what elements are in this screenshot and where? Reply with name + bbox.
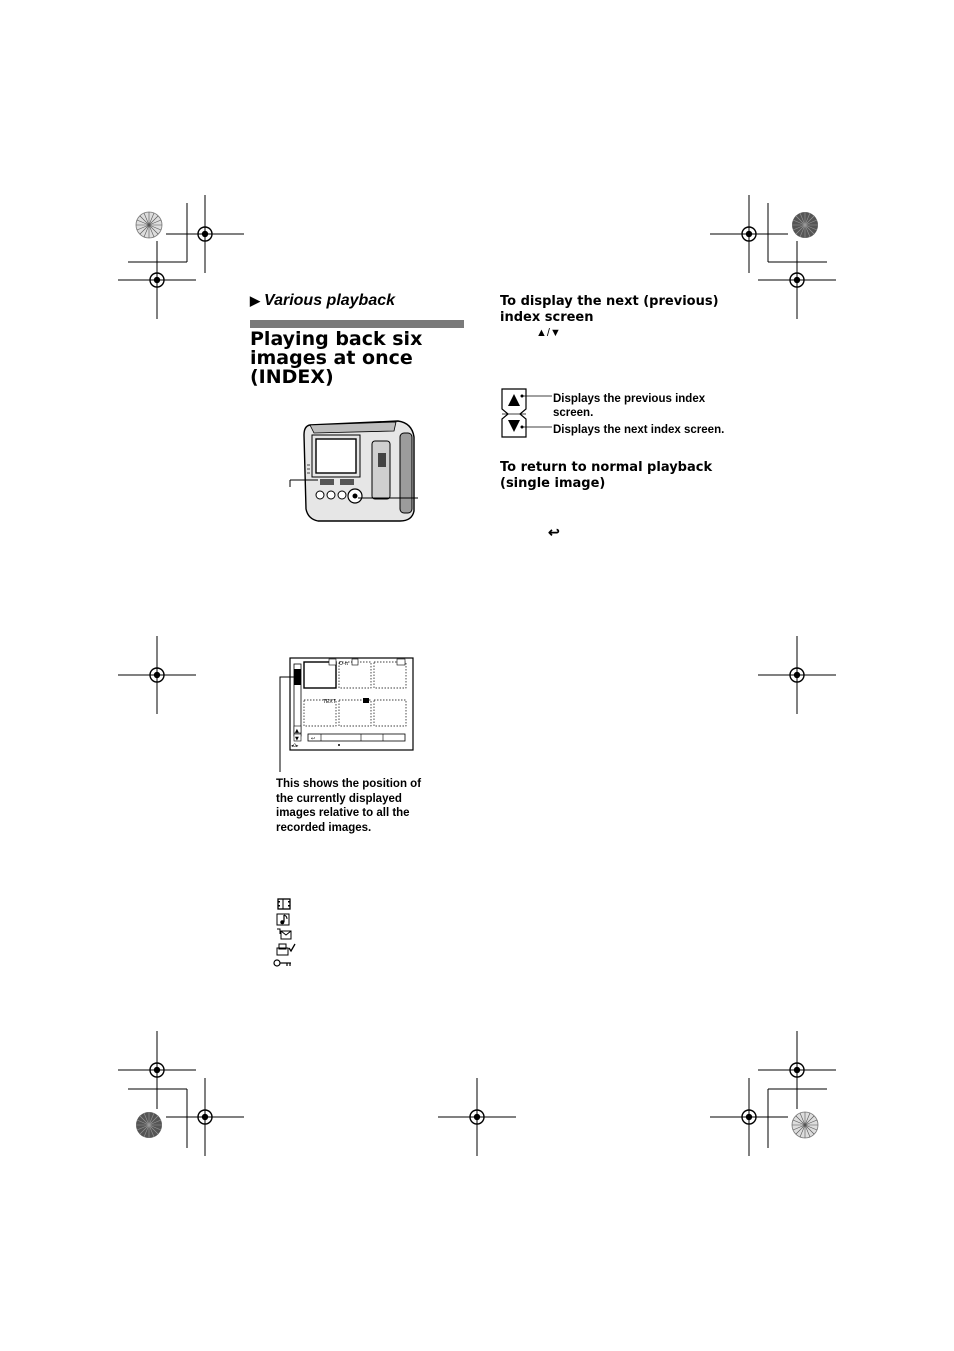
section-marker: ▶ xyxy=(250,293,260,308)
return-icon: ↩ xyxy=(548,524,560,540)
page-title: Playing back six images at once (INDEX) xyxy=(250,328,423,388)
svg-text:▲: ▲ xyxy=(295,728,299,734)
index-screen-diagram xyxy=(275,655,417,773)
email-icon xyxy=(276,927,292,941)
protect-icon xyxy=(273,957,293,969)
svg-text:↩: ↩ xyxy=(311,736,316,742)
print-mark-icon xyxy=(276,942,296,957)
next-prev-heading: To display the next (previous) index screen xyxy=(500,294,719,325)
section-title: Various playback xyxy=(264,292,396,309)
arrow-keys-glyph: ▲/▼ xyxy=(536,327,561,339)
title-rule xyxy=(250,320,464,328)
voice-icon xyxy=(276,912,292,926)
svg-text:▼: ▼ xyxy=(295,736,299,742)
camera-illustration xyxy=(288,415,423,525)
next-index-label: Displays the next index screen. xyxy=(553,424,725,436)
return-heading: To return to normal playback (single image) xyxy=(500,460,713,491)
previous-index-label: Displays the previous index screen. xyxy=(553,393,706,419)
text-tag-label: TEXT xyxy=(323,699,336,705)
up-down-buttons-diagram xyxy=(500,386,560,440)
screen-caption: This shows the position of the currently displayed images relative to all the recorded images. xyxy=(276,778,422,834)
movie-icon xyxy=(276,897,292,911)
svg-text:O-π: O-π xyxy=(339,661,348,667)
svg-text:◂0▸: ◂0▸ xyxy=(291,744,299,749)
section-header xyxy=(250,292,395,310)
